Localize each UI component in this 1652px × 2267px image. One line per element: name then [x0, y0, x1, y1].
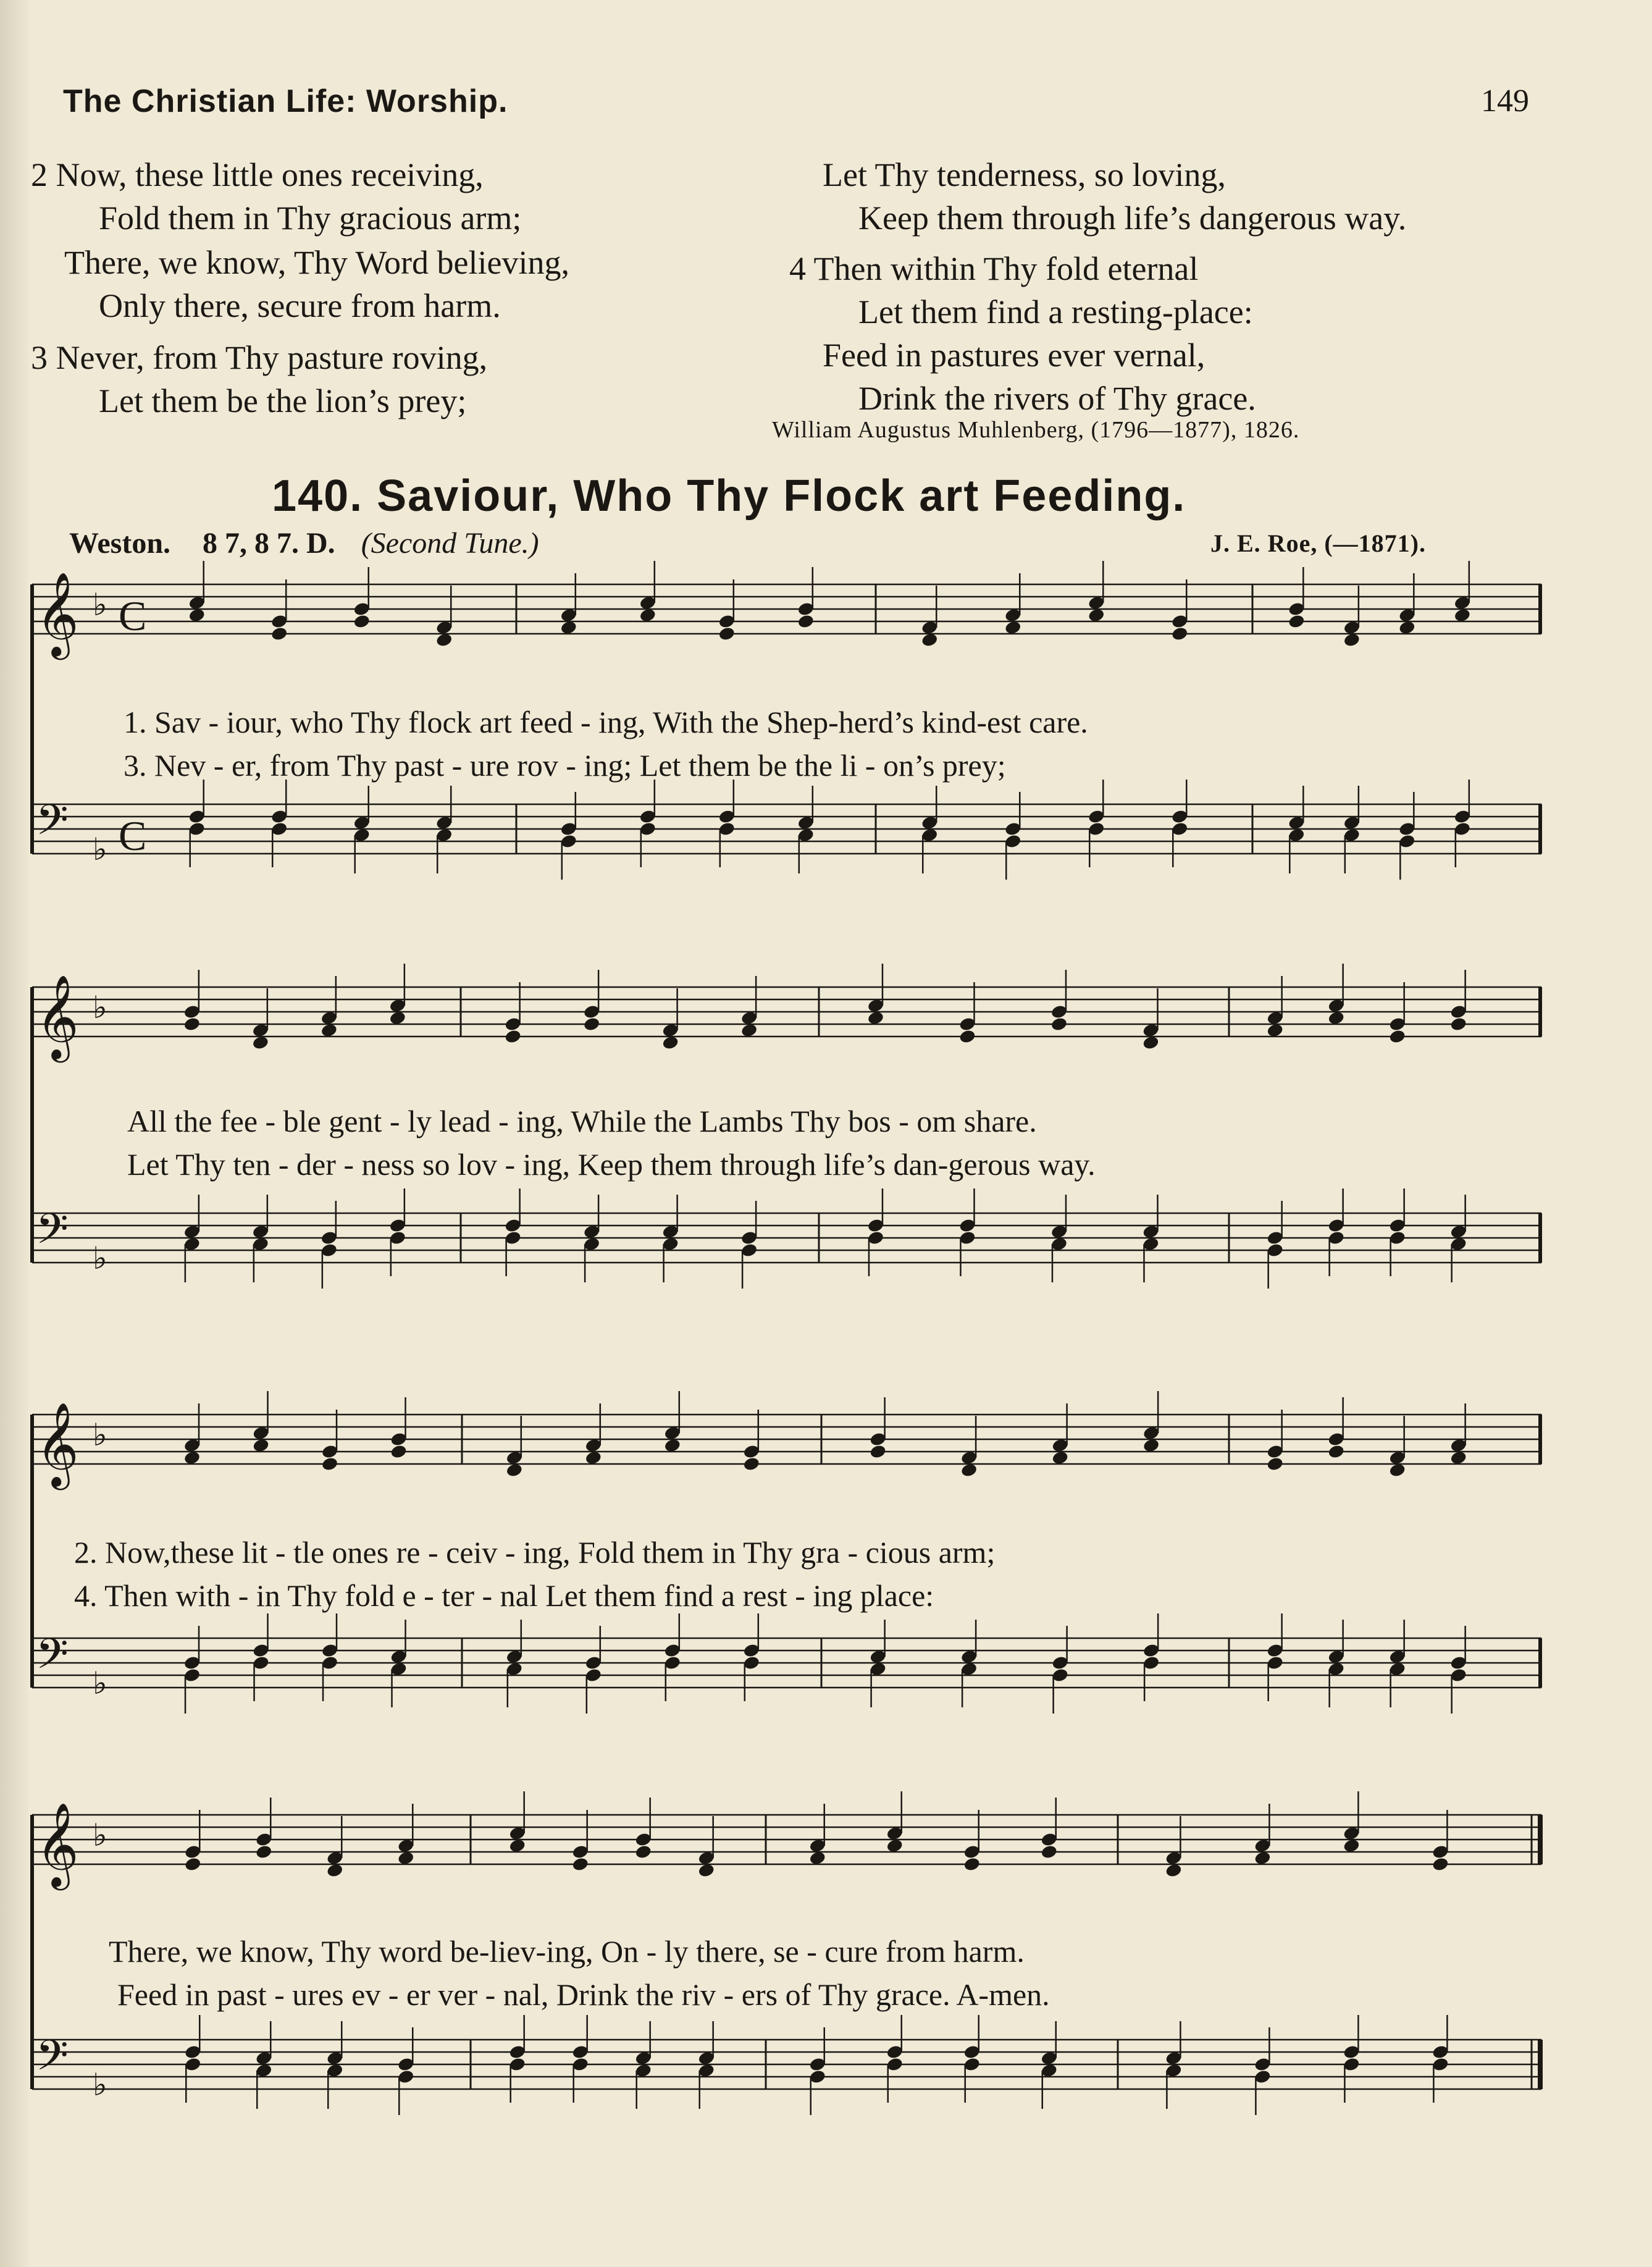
- note-head: [353, 613, 371, 629]
- note-head: [255, 1844, 273, 1859]
- lyric-line: 3. Nev - er, from Thy past - ure rov - ing; Let them be the li - on’s prey;: [124, 748, 1006, 783]
- note-head: [571, 1856, 589, 1872]
- bass-clef: 𝄢: [36, 1205, 69, 1264]
- note-head: [742, 1456, 760, 1471]
- note-head: [869, 1444, 887, 1459]
- lyric-line: Feed in past - ures ev - er ver - nal, Drink the riv - ers of Thy grace. A-men.: [117, 1977, 1050, 2012]
- note-head: [1388, 1028, 1406, 1044]
- note-head: [1449, 1016, 1467, 1032]
- note-head: [958, 1028, 976, 1044]
- bass-clef: 𝄢: [36, 796, 69, 855]
- note-head: [634, 1844, 652, 1859]
- note-head: [270, 626, 288, 641]
- running-header: The Christian Life: Worship.: [63, 83, 508, 119]
- meter: 8 7, 8 7. D.: [203, 527, 335, 560]
- tune-note: (Second Tune.): [361, 527, 539, 560]
- time-signature: C: [119, 592, 147, 639]
- stanza-line: Fold them in Thy gracious arm;: [99, 200, 522, 237]
- lyric-line: There, we know, Thy word be-liev-ing, On - ly there, se - cure from harm.: [109, 1934, 1025, 1969]
- bass-clef: 𝄢: [36, 2032, 69, 2090]
- note-head: [963, 1856, 981, 1872]
- hymn-title: 140. Saviour, Who Thy Flock art Feeding.: [272, 471, 1186, 521]
- key-signature-flat: ♭: [93, 1817, 107, 1853]
- note-head: [183, 1016, 201, 1032]
- stanza-line: There, we know, Thy Word believing,: [64, 244, 569, 281]
- time-signature: C: [119, 812, 147, 859]
- key-signature-flat: ♭: [93, 1240, 107, 1276]
- stanza-line: Let Thy tenderness, so loving,: [823, 156, 1226, 193]
- stanza-line: 4 Then within Thy fold eternal: [789, 250, 1199, 287]
- stanza-line: Let them find a resting-place:: [858, 293, 1253, 330]
- key-signature-flat: ♭: [93, 2067, 107, 2103]
- stanza-line: Keep them through life’s dangerous way.: [858, 200, 1407, 237]
- note-head: [1266, 1456, 1284, 1471]
- note-head: [1171, 626, 1189, 641]
- note-head: [718, 626, 736, 641]
- lyric-line: 4. Then with - in Thy fold e - ter - nal Let them find a rest - ing place:: [74, 1578, 934, 1613]
- key-signature-flat: ♭: [93, 831, 107, 867]
- stanza-line: Feed in pastures ever vernal,: [823, 337, 1205, 374]
- note-head: [1050, 1016, 1068, 1032]
- composer: J. E. Roe, (—1871).: [1210, 529, 1426, 557]
- tune-name: Weston.: [69, 527, 171, 560]
- note-head: [1040, 1844, 1058, 1859]
- note-head: [321, 1456, 339, 1471]
- treble-clef: 𝄞: [36, 974, 79, 1059]
- note-head: [583, 1016, 601, 1032]
- treble-clef: 𝄞: [36, 571, 79, 656]
- lyric-line: 1. Sav - iour, who Thy flock art feed - ing, With the Shep-herd’s kind-est care.: [124, 705, 1088, 739]
- note-head: [1288, 613, 1306, 629]
- lyric-line: All the fee - ble gent - ly lead - ing, While the Lambs Thy bos - om share.: [127, 1104, 1037, 1138]
- note-head: [184, 1856, 202, 1872]
- stanza-line: Drink the rivers of Thy grace.: [858, 380, 1256, 417]
- stanza-line: Only there, secure from harm.: [99, 287, 501, 324]
- key-signature-flat: ♭: [93, 990, 107, 1025]
- author-attribution: William Augustus Muhlenberg, (1796—1877), 1826.: [772, 417, 1300, 443]
- note-head: [390, 1444, 408, 1459]
- treble-clef: 𝄞: [36, 1801, 79, 1886]
- key-signature-flat: ♭: [93, 587, 107, 623]
- stanza-line: Let them be the lion’s prey;: [99, 382, 467, 419]
- note-head: [797, 613, 815, 629]
- note-head: [504, 1028, 522, 1044]
- note-head: [1432, 1856, 1449, 1872]
- treble-clef: 𝄞: [36, 1401, 79, 1486]
- lyric-line: Let Thy ten - der - ness so lov - ing, Keep them through life’s dan-gerous way.: [127, 1147, 1096, 1182]
- page-number: 149: [1481, 83, 1529, 119]
- note-head: [1327, 1444, 1345, 1459]
- lyric-line: 2. Now,these lit - tle ones re - ceiv - ing, Fold them in Thy gra - cious arm;: [74, 1535, 996, 1570]
- key-signature-flat: ♭: [93, 1417, 107, 1453]
- stanza-line: 3 Never, from Thy pasture roving,: [31, 339, 488, 376]
- stanza-line: 2 Now, these little ones receiving,: [31, 156, 484, 193]
- key-signature-flat: ♭: [93, 1665, 107, 1701]
- bass-clef: 𝄢: [36, 1630, 69, 1689]
